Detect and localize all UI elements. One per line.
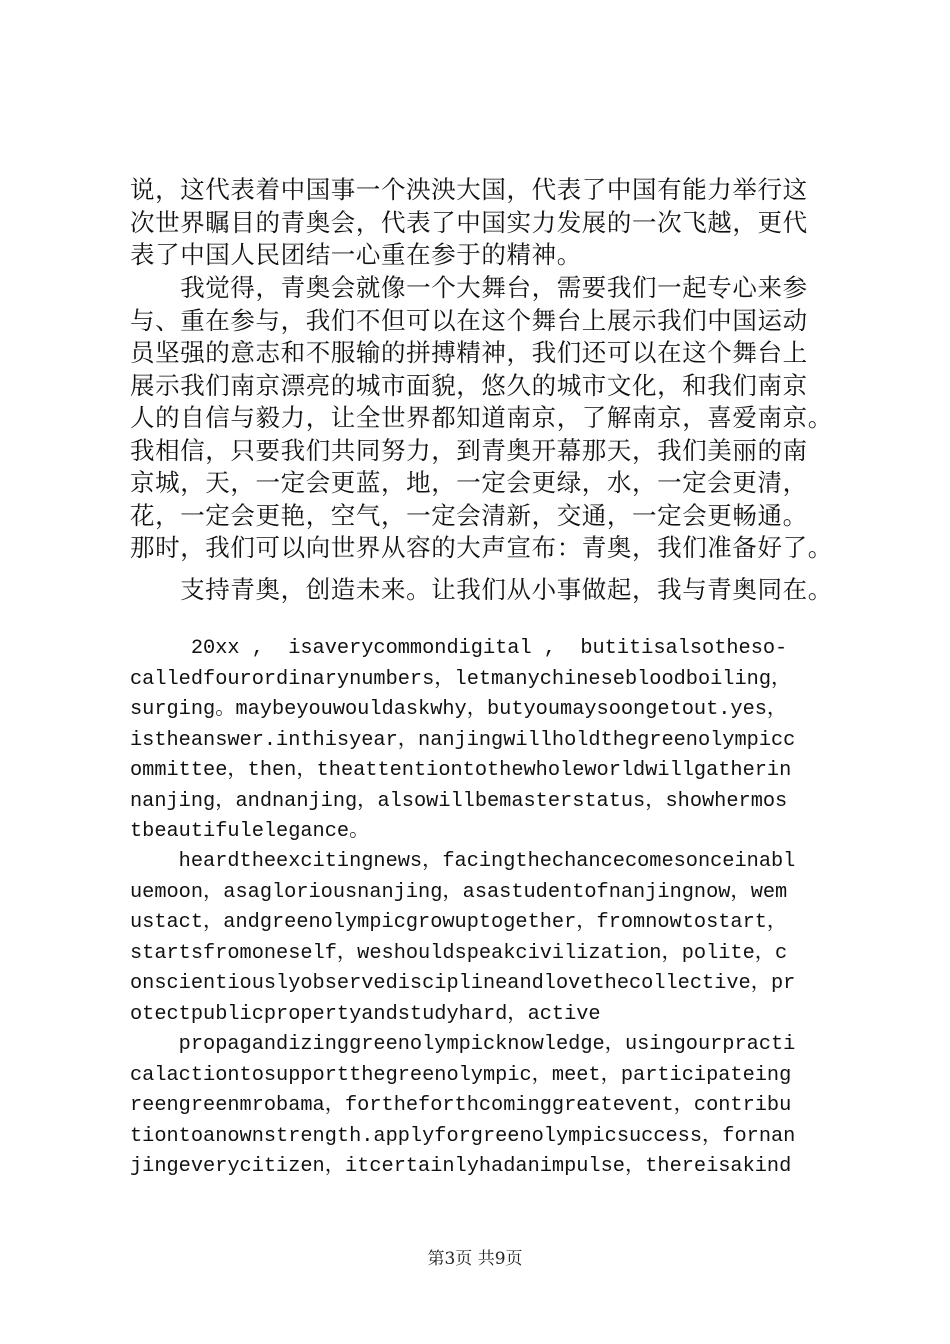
text-line: 我觉得，青奥会就像一个大舞台，需要我们一起专心来参 <box>130 273 808 302</box>
text-line: onscientiouslyobservedisciplineandlovethecollective，pr <box>130 972 796 995</box>
text-line: 京城，天，一定会更蓝，地，一定会更绿，水，一定会更清， <box>130 468 808 497</box>
text-line: propagandizinggreenolympicknowledge，usingourpracti <box>130 1033 796 1056</box>
paragraph-zh-2 <box>130 272 840 565</box>
text-line: 花，一定会更艳，空气，一定会清新，交通，一定会更畅通。 <box>130 500 808 530</box>
text-line: 支持青奥，创造未来。让我们从小事做起，我与青奥同在。 <box>130 575 833 604</box>
text-line: ustact，andgreenolympicgrowuptogether，fromnowtostart， <box>130 911 788 934</box>
text-line: ommittee，then，theattentiontothewholeworldwillgatherin <box>130 759 792 782</box>
text-line: 说，这代表着中国事一个泱泱大国，代表了中国有能力举行这 <box>130 175 808 204</box>
text-line: 人的自信与毅力，让全世界都知道南京，了解南京，喜爱南京。 <box>130 403 833 432</box>
text-line: 20xx , isaverycommondigital , butitisalsotheso- <box>130 637 788 660</box>
text-line: 我相信，只要我们共同努力，到青奥开幕那天，我们美丽的南 <box>130 435 808 465</box>
text-line: reengreenmrobama，fortheforthcominggreatevent，contribu <box>130 1094 792 1117</box>
text-line: otectpublicpropertyandstudyhard，active <box>130 1002 601 1026</box>
text-line: surging。maybeyouwouldaskwhy，butyoumaysoongetout.yes， <box>130 698 788 721</box>
text-line: 与、重在参与，我们不但可以在这个舞台上展示我们中国运动 <box>130 305 808 335</box>
text-line: heardtheexcitingnews，facingthechancecomesonceinabl <box>130 850 796 873</box>
text-line: istheanswer.inthisyear，nanjingwillholdthegreenolympicc <box>130 728 796 752</box>
text-line: 员坚强的意志和不服输的拼搏精神，我们还可以在这个舞台上 <box>130 338 808 367</box>
text-line: 展示我们南京漂亮的城市面貌，悠久的城市文化，和我们南京 <box>130 370 808 400</box>
text-line: 那时，我们可以向世界从容的大声宣布：青奥，我们准备好了。 <box>130 533 833 562</box>
paragraph-zh-1 <box>130 174 840 272</box>
text-line: calactiontosupportthegreenolympic，meet，participateing <box>130 1063 792 1087</box>
text-line: 次世界瞩目的青奥会，代表了中国实力发展的一次飞越，更代 <box>130 207 808 237</box>
text-line: jingeverycitizen，itcertainlyhadanimpulse，thereisakind <box>130 1155 792 1178</box>
paragraph-zh-3 <box>130 574 840 607</box>
text-line: tbeautifulelegance。 <box>130 820 370 843</box>
paragraph-en-1 <box>130 634 850 848</box>
text-line: tiontoanownstrength.applyforgreenolympicsuccess，fornan <box>130 1124 796 1148</box>
text-line: startsfromoneself，weshouldspeakcivilization，polite，c <box>130 941 788 965</box>
text-line: nanjing，andnanjing，alsowillbemasterstatus，showhermos <box>130 789 788 813</box>
paragraph-en-3 <box>130 1030 850 1183</box>
paragraph-en-2 <box>130 847 850 1030</box>
page-number-footer: 第3页 共9页 <box>427 1249 523 1269</box>
text-line: calledfourordinarynumbers，letmanychinesebloodboiling， <box>130 667 792 691</box>
text-line: uemoon，asagloriousnanjing，asastudentofnanjingnow，wem <box>130 880 788 904</box>
text-line: 表了中国人民团结一心重在参于的精神。 <box>130 240 582 269</box>
